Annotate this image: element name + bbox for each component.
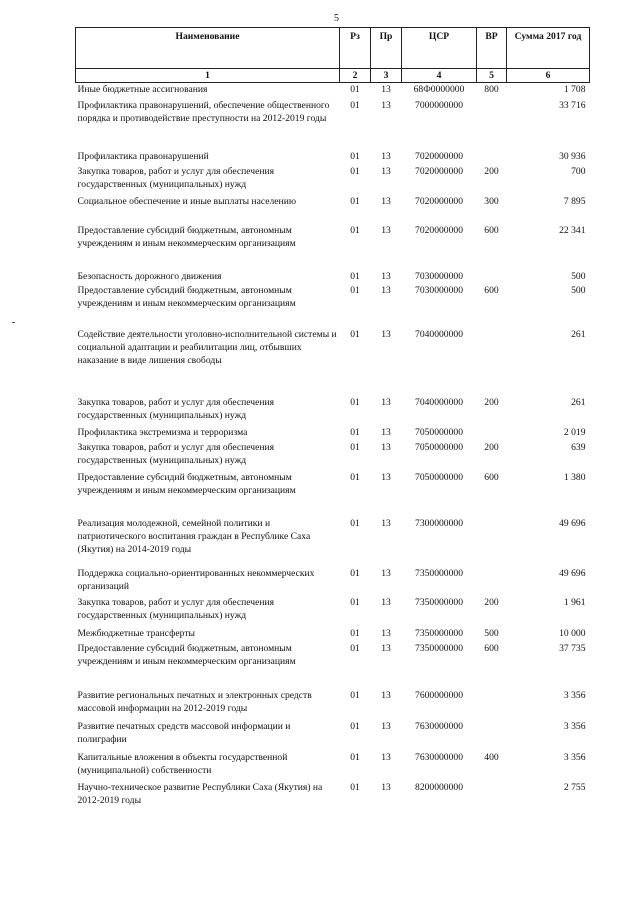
table-row bbox=[76, 224, 590, 270]
table-row bbox=[76, 396, 590, 426]
table-row bbox=[76, 517, 590, 567]
header-rz: Рз bbox=[340, 28, 371, 69]
table-row bbox=[76, 471, 590, 517]
row-csr: 7000000000 bbox=[415, 99, 463, 111]
row-vr: 200 bbox=[484, 441, 499, 453]
row-sum: 3 356 bbox=[563, 751, 586, 763]
row-rz: 01 bbox=[350, 328, 360, 340]
row-sum: 37 735 bbox=[559, 642, 586, 654]
row-name: Развитие региональных печатных и электронных средств массовой информации на 2012-2019 годы bbox=[77, 689, 312, 714]
row-sum: 1 380 bbox=[563, 471, 586, 483]
row-sum: 1 708 bbox=[563, 84, 586, 95]
row-csr: 7020000000 bbox=[415, 150, 463, 162]
column-number: 4 bbox=[402, 69, 477, 83]
row-name: Межбюджетные трансферты bbox=[77, 627, 195, 639]
row-rz: 01 bbox=[350, 689, 360, 701]
column-number: 2 bbox=[340, 69, 371, 83]
row-vr: 600 bbox=[484, 224, 499, 236]
row-rz: 01 bbox=[350, 284, 360, 296]
row-sum: 30 936 bbox=[559, 150, 586, 162]
row-sum: 3 356 bbox=[563, 720, 586, 732]
table-row bbox=[76, 195, 590, 224]
margin-mark bbox=[12, 322, 15, 323]
table-row bbox=[76, 781, 590, 811]
row-rz: 01 bbox=[350, 567, 360, 579]
row-sum: 49 696 bbox=[559, 517, 586, 529]
row-pr: 13 bbox=[381, 426, 391, 438]
row-pr: 13 bbox=[381, 270, 391, 282]
row-name: Содействие деятельности уголовно-исполнительной системы и социальной адаптации и реабилитации лиц, отбывших наказание в виде лишения свободы bbox=[77, 328, 337, 366]
row-rz: 01 bbox=[350, 426, 360, 438]
row-rz: 01 bbox=[350, 781, 360, 793]
row-csr: 7020000000 bbox=[415, 195, 463, 207]
row-csr: 7600000000 bbox=[415, 689, 463, 701]
row-sum: 500 bbox=[571, 270, 586, 282]
row-sum: 700 bbox=[571, 165, 586, 177]
header-name: Наименование bbox=[76, 28, 340, 69]
row-name: Предоставление субсидий бюджетным, автономным учреждениям и иным некоммерческим организациям bbox=[77, 471, 296, 496]
row-name: Поддержка социально-ориентированных некоммерческих организаций bbox=[77, 567, 315, 592]
row-rz: 01 bbox=[350, 99, 360, 111]
table-row bbox=[76, 596, 590, 627]
row-csr: 8200000000 bbox=[415, 781, 463, 793]
row-pr: 13 bbox=[381, 596, 391, 608]
row-pr: 13 bbox=[381, 441, 391, 453]
row-csr: 7300000000 bbox=[415, 517, 463, 529]
column-number: 3 bbox=[371, 69, 402, 83]
row-pr: 13 bbox=[381, 150, 391, 162]
row-sum: 261 bbox=[571, 328, 586, 340]
row-vr bbox=[477, 150, 507, 165]
row-sum: 1 961 bbox=[563, 596, 586, 608]
row-vr bbox=[477, 689, 507, 720]
row-name: Реализация молодежной, семейной политики и патриотического воспитания граждан в Республике Саха (Якутия) на 2014-2019 годы bbox=[77, 517, 311, 555]
row-sum: 261 bbox=[571, 396, 586, 408]
row-name: Профилактика правонарушений, обеспечение общественного порядка и противодействие преступности на 2012-2019 годы bbox=[77, 99, 330, 124]
table-row bbox=[76, 720, 590, 751]
row-name: Капитальные вложения в объекты государственной (муниципальной) собственности bbox=[77, 751, 288, 776]
row-rz: 01 bbox=[350, 195, 360, 207]
row-vr: 500 bbox=[484, 627, 499, 639]
row-vr: 200 bbox=[484, 396, 499, 408]
row-vr: 800 bbox=[484, 84, 499, 95]
row-csr: 7050000000 bbox=[415, 471, 463, 483]
row-pr: 13 bbox=[381, 396, 391, 408]
row-rz: 01 bbox=[350, 471, 360, 483]
row-pr: 13 bbox=[381, 720, 391, 732]
table-row bbox=[76, 567, 590, 596]
row-csr: 7350000000 bbox=[415, 627, 463, 639]
row-sum: 10 000 bbox=[559, 627, 586, 639]
row-vr: 300 bbox=[484, 195, 499, 207]
row-csr: 7030000000 bbox=[415, 270, 463, 282]
row-rz: 01 bbox=[350, 84, 360, 95]
row-pr: 13 bbox=[381, 284, 391, 296]
row-rz: 01 bbox=[350, 517, 360, 529]
row-csr: 7020000000 bbox=[415, 165, 463, 177]
row-pr: 13 bbox=[381, 689, 391, 701]
row-rz: 01 bbox=[350, 150, 360, 162]
header-pr: Пр bbox=[371, 28, 402, 69]
row-vr: 200 bbox=[484, 165, 499, 177]
row-csr: 68Ф0000000 bbox=[413, 84, 465, 95]
row-pr: 13 bbox=[381, 99, 391, 111]
row-csr: 7630000000 bbox=[415, 751, 463, 763]
row-csr: 7050000000 bbox=[415, 441, 463, 453]
row-csr: 7350000000 bbox=[415, 642, 463, 654]
row-vr bbox=[477, 567, 507, 596]
row-csr: 7030000000 bbox=[415, 284, 463, 296]
row-rz: 01 bbox=[350, 596, 360, 608]
row-sum: 7 895 bbox=[563, 195, 586, 207]
table-row bbox=[76, 627, 590, 642]
column-number: 5 bbox=[477, 69, 507, 83]
row-pr: 13 bbox=[381, 567, 391, 579]
row-rz: 01 bbox=[350, 441, 360, 453]
row-pr: 13 bbox=[381, 84, 391, 95]
row-vr bbox=[477, 328, 507, 396]
table-row bbox=[76, 642, 590, 689]
table-row bbox=[76, 83, 590, 99]
row-name: Безопасность дорожного движения bbox=[77, 270, 222, 282]
row-rz: 01 bbox=[350, 642, 360, 654]
row-sum: 2 019 bbox=[563, 426, 586, 438]
row-vr: 600 bbox=[484, 284, 499, 296]
header-row bbox=[76, 28, 590, 69]
header-csr: ЦСР bbox=[402, 28, 477, 69]
table-row bbox=[76, 270, 590, 284]
row-vr bbox=[477, 720, 507, 751]
row-sum: 3 356 bbox=[563, 689, 586, 701]
row-rz: 01 bbox=[350, 165, 360, 177]
row-name: Социальное обеспечение и иные выплаты населению bbox=[77, 195, 296, 207]
row-vr bbox=[477, 99, 507, 150]
row-pr: 13 bbox=[381, 517, 391, 529]
row-name: Предоставление субсидий бюджетным, автономным учреждениям и иным некоммерческим организациям bbox=[77, 224, 296, 249]
row-name: Закупка товаров, работ и услуг для обеспечения государственных (муниципальных) нужд bbox=[77, 396, 275, 421]
row-name: Научно-техническое развитие Республики Саха (Якутия) на 2012-2019 годы bbox=[77, 781, 323, 806]
page-number: 5 bbox=[334, 13, 339, 24]
row-sum: 639 bbox=[571, 441, 586, 453]
table-row bbox=[76, 441, 590, 471]
row-rz: 01 bbox=[350, 396, 360, 408]
header-sum: Сумма 2017 год bbox=[507, 28, 590, 69]
row-csr: 7630000000 bbox=[415, 720, 463, 732]
row-pr: 13 bbox=[381, 751, 391, 763]
row-pr: 13 bbox=[381, 195, 391, 207]
row-rz: 01 bbox=[350, 751, 360, 763]
row-csr: 7350000000 bbox=[415, 596, 463, 608]
row-sum: 22 341 bbox=[559, 224, 586, 236]
row-vr: 600 bbox=[484, 471, 499, 483]
table-row bbox=[76, 689, 590, 720]
table-row bbox=[76, 751, 590, 781]
row-rz: 01 bbox=[350, 224, 360, 236]
table-row bbox=[76, 426, 590, 441]
row-name: Профилактика экстремизма и терроризма bbox=[77, 426, 248, 438]
row-rz: 01 bbox=[350, 720, 360, 732]
row-pr: 13 bbox=[381, 642, 391, 654]
row-sum: 500 bbox=[571, 284, 586, 296]
column-number-row bbox=[76, 69, 590, 83]
row-vr: 400 bbox=[484, 751, 499, 763]
row-csr: 7050000000 bbox=[415, 426, 463, 438]
table-row bbox=[76, 99, 590, 150]
budget-table bbox=[75, 27, 590, 811]
row-name: Профилактика правонарушений bbox=[77, 150, 209, 162]
row-pr: 13 bbox=[381, 224, 391, 236]
row-vr bbox=[477, 426, 507, 441]
row-vr bbox=[477, 270, 507, 284]
table-row bbox=[76, 150, 590, 165]
row-pr: 13 bbox=[381, 627, 391, 639]
row-name: Закупка товаров, работ и услуг для обеспечения государственных (муниципальных) нужд bbox=[77, 165, 275, 190]
row-name: Предоставление субсидий бюджетным, автономным учреждениям и иным некоммерческим организациям bbox=[77, 642, 296, 667]
row-csr: 7020000000 bbox=[415, 224, 463, 236]
row-name: Закупка товаров, работ и услуг для обеспечения государственных (муниципальных) нужд bbox=[77, 441, 275, 466]
table-row bbox=[76, 284, 590, 328]
row-name: Развитие печатных средств массовой информации и полиграфии bbox=[77, 720, 291, 745]
row-csr: 7040000000 bbox=[415, 328, 463, 340]
row-pr: 13 bbox=[381, 165, 391, 177]
row-vr bbox=[477, 517, 507, 567]
row-vr bbox=[477, 781, 507, 811]
row-pr: 13 bbox=[381, 781, 391, 793]
row-pr: 13 bbox=[381, 471, 391, 483]
row-name: Иные бюджетные ассигнования bbox=[77, 84, 208, 95]
table-row bbox=[76, 328, 590, 396]
table-row bbox=[76, 165, 590, 195]
row-sum: 2 755 bbox=[563, 781, 586, 793]
row-pr: 13 bbox=[381, 328, 391, 340]
row-sum: 49 696 bbox=[559, 567, 586, 579]
column-number: 6 bbox=[507, 69, 590, 83]
row-vr: 600 bbox=[484, 642, 499, 654]
column-number: 1 bbox=[76, 69, 340, 83]
row-name: Закупка товаров, работ и услуг для обеспечения государственных (муниципальных) нужд bbox=[77, 596, 275, 621]
row-rz: 01 bbox=[350, 270, 360, 282]
row-sum: 33 716 bbox=[559, 99, 586, 111]
row-rz: 01 bbox=[350, 627, 360, 639]
row-name: Предоставление субсидий бюджетным, автономным учреждениям и иным некоммерческим организациям bbox=[77, 284, 296, 309]
row-csr: 7040000000 bbox=[415, 396, 463, 408]
row-csr: 7350000000 bbox=[415, 567, 463, 579]
header-vr: ВР bbox=[477, 28, 507, 69]
row-vr: 200 bbox=[484, 596, 499, 608]
